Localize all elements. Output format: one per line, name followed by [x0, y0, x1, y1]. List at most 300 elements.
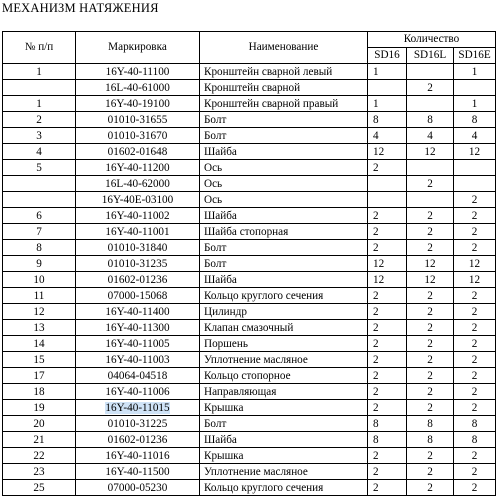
row-qty-sd16e-text: 2: [471, 289, 478, 302]
row-qty-sd16e-text: 8: [471, 433, 478, 446]
row-name-text: Болт: [204, 113, 227, 126]
row-qty-sd16: [368, 384, 407, 400]
row-name: [200, 144, 368, 160]
row-qty-sd16l: [407, 320, 454, 336]
row-qty-sd16e-text: 2: [471, 385, 478, 398]
row-code-text: 01602-01236: [107, 433, 168, 446]
row-qty-sd16: [368, 176, 407, 192]
row-number-text: 7: [36, 225, 42, 238]
row-qty-sd16e: [454, 368, 496, 384]
row-qty-sd16l-text: 2: [427, 177, 433, 190]
row-qty-sd16-text: 12: [373, 145, 385, 158]
row-qty-sd16e-text: 2: [471, 321, 478, 334]
row-qty-sd16l: [407, 448, 454, 464]
row-qty-sd16: [368, 192, 407, 208]
row-name: [200, 256, 368, 272]
row-qty-sd16l-text: 2: [427, 449, 433, 462]
row-number: [3, 352, 76, 368]
row-qty-sd16-text: 2: [373, 369, 379, 382]
row-qty-sd16-text: 12: [373, 257, 385, 270]
row-qty-sd16-text: 2: [373, 401, 379, 414]
row-code: [76, 464, 200, 480]
row-name: [200, 160, 368, 176]
row-qty-sd16l-text: 8: [427, 433, 433, 446]
row-qty-sd16l-text: 2: [427, 209, 433, 222]
row-qty-sd16: [368, 144, 407, 160]
row-name-text: Кронштейн сварной: [204, 81, 301, 94]
row-code: [76, 80, 200, 96]
row-qty-sd16e-text: 2: [471, 209, 478, 222]
row-number: [3, 416, 76, 432]
row-code-text: 01010-31235: [107, 257, 168, 270]
row-qty-sd16-text: 1: [373, 65, 379, 78]
row-name-text: Болт: [204, 417, 227, 430]
row-qty-sd16l: [407, 96, 454, 112]
row-code-text: 16Y-40-11200: [105, 161, 170, 174]
row-code: [76, 96, 200, 112]
row-qty-sd16e-text: 1: [471, 65, 478, 78]
row-qty-sd16l-text: 2: [427, 385, 433, 398]
row-qty-sd16l-text: 8: [427, 417, 433, 430]
row-number: [3, 128, 76, 144]
table-row: [3, 96, 496, 112]
table-row: [3, 192, 496, 208]
row-qty-sd16-text: 2: [373, 321, 379, 334]
table-row: [3, 224, 496, 240]
row-qty-sd16l-text: 2: [427, 465, 433, 478]
row-number: [3, 64, 76, 80]
row-code-text: 01010-31655: [107, 113, 168, 126]
row-number-text: 15: [33, 353, 45, 366]
row-qty-sd16e: [454, 128, 496, 144]
row-name-text: Кольцо круглого сечения: [204, 289, 324, 302]
table-row: [3, 240, 496, 256]
row-name-text: Кронштейн сварной правый: [204, 97, 339, 110]
row-qty-sd16l-text: 12: [424, 257, 436, 270]
row-number: [3, 176, 76, 192]
row-code-text: 16Y-40-11002: [105, 209, 170, 222]
table-row: [3, 320, 496, 336]
row-qty-sd16: [368, 128, 407, 144]
row-name: [200, 320, 368, 336]
row-number: [3, 320, 76, 336]
row-name: [200, 432, 368, 448]
row-code-text: 07000-15068: [107, 289, 168, 302]
table-row: [3, 160, 496, 176]
row-qty-sd16e: [454, 432, 496, 448]
row-qty-sd16: [368, 448, 407, 464]
row-code-text: 01010-31225: [107, 417, 168, 430]
row-code: [76, 448, 200, 464]
row-qty-sd16-text: 12: [373, 273, 385, 286]
table-row: [3, 448, 496, 464]
row-qty-sd16e: [454, 464, 496, 480]
row-qty-sd16l-text: 2: [427, 241, 433, 254]
row-qty-sd16e: [454, 448, 496, 464]
row-number-text: 4: [36, 145, 42, 158]
row-qty-sd16l: [407, 208, 454, 224]
row-qty-sd16e: [454, 304, 496, 320]
row-qty-sd16-text: 2: [373, 161, 379, 174]
row-number: [3, 208, 76, 224]
row-qty-sd16e: [454, 400, 496, 416]
row-number-text: 1: [36, 97, 42, 110]
row-name: [200, 240, 368, 256]
row-name-text: Цилиндр: [204, 305, 247, 318]
table-row: [3, 432, 496, 448]
row-qty-sd16e: [454, 256, 496, 272]
row-name: [200, 416, 368, 432]
table-row: [3, 80, 496, 96]
row-name-text: Крышка: [204, 449, 244, 462]
row-number: [3, 256, 76, 272]
header-quantity: Количество: [368, 32, 496, 48]
row-code-text: 16Y-40-11015: [105, 401, 170, 414]
table-row: [3, 128, 496, 144]
row-number-text: 14: [33, 337, 45, 350]
row-code: [76, 64, 200, 80]
table-row: [3, 368, 496, 384]
row-qty-sd16l-text: 2: [427, 289, 433, 302]
table-row: [3, 480, 496, 496]
row-qty-sd16l: [407, 80, 454, 96]
row-name: [200, 208, 368, 224]
row-qty-sd16: [368, 432, 407, 448]
row-code-text: 01010-31840: [107, 241, 168, 254]
row-number-text: 8: [36, 241, 42, 254]
table-row: [3, 256, 496, 272]
row-code-text: 16L-40-61000: [105, 81, 170, 94]
table-row: [3, 384, 496, 400]
row-name-text: Шайба стопорная: [204, 225, 289, 238]
row-code: [76, 416, 200, 432]
row-code: [76, 256, 200, 272]
table-row: [3, 272, 496, 288]
row-qty-sd16l-text: 2: [427, 225, 433, 238]
row-number: [3, 272, 76, 288]
row-qty-sd16: [368, 112, 407, 128]
row-qty-sd16e-text: 12: [468, 145, 481, 158]
row-number: [3, 304, 76, 320]
row-qty-sd16e: [454, 176, 496, 192]
row-name: [200, 192, 368, 208]
row-qty-sd16: [368, 464, 407, 480]
row-qty-sd16e-text: 1: [471, 97, 478, 110]
row-number: [3, 400, 76, 416]
row-code-text: 16Y-40-11100: [105, 65, 170, 78]
row-qty-sd16l: [407, 400, 454, 416]
row-number-text: 20: [33, 417, 45, 430]
row-qty-sd16e: [454, 272, 496, 288]
row-number-text: 13: [33, 321, 45, 334]
row-name: [200, 336, 368, 352]
row-qty-sd16e-text: 12: [468, 273, 481, 286]
row-name: [200, 400, 368, 416]
row-qty-sd16l-text: 2: [427, 305, 433, 318]
row-qty-sd16e: [454, 192, 496, 208]
row-qty-sd16l-text: 12: [424, 145, 436, 158]
row-number-text: 25: [33, 481, 45, 494]
row-name-text: Крышка: [204, 401, 244, 414]
row-code: [76, 368, 200, 384]
row-name-text: Клапан смазочный: [204, 321, 294, 334]
row-number: [3, 432, 76, 448]
row-number-text: 6: [36, 209, 42, 222]
row-name-text: Кольцо круглого сечения: [204, 481, 324, 494]
row-qty-sd16-text: 2: [373, 225, 379, 238]
row-name: [200, 112, 368, 128]
row-qty-sd16: [368, 96, 407, 112]
row-code: [76, 352, 200, 368]
row-qty-sd16l: [407, 416, 454, 432]
row-code: [76, 192, 200, 208]
row-qty-sd16l: [407, 192, 454, 208]
row-qty-sd16e-text: 2: [471, 241, 478, 254]
row-code: [76, 224, 200, 240]
row-name-text: Кронштейн сварной левый: [204, 65, 333, 78]
row-name: [200, 176, 368, 192]
row-code: [76, 176, 200, 192]
table-row: [3, 176, 496, 192]
row-code-text: 16Y-40-11005: [105, 337, 170, 350]
row-name-text: Поршень: [204, 337, 248, 350]
row-name-text: Болт: [204, 129, 227, 142]
table-row: [3, 304, 496, 320]
row-name: [200, 304, 368, 320]
row-code-text: 16Y-40-11400: [105, 305, 170, 318]
row-qty-sd16e-text: 12: [468, 257, 481, 270]
row-qty-sd16-text: 2: [373, 481, 379, 494]
row-qty-sd16l-text: 2: [427, 321, 433, 334]
row-qty-sd16l-text: 2: [427, 353, 433, 366]
table-row: [3, 112, 496, 128]
row-qty-sd16: [368, 304, 407, 320]
row-qty-sd16: [368, 272, 407, 288]
row-qty-sd16l-text: 12: [424, 273, 436, 286]
row-qty-sd16l-text: 2: [427, 337, 433, 350]
row-code-text: 01602-01236: [107, 273, 168, 286]
row-qty-sd16: [368, 288, 407, 304]
row-qty-sd16e-text: 2: [471, 337, 478, 350]
row-qty-sd16-text: 4: [373, 129, 379, 142]
row-name-text: Уплотнение масляное: [204, 353, 308, 366]
row-qty-sd16: [368, 480, 407, 496]
row-number: [3, 80, 76, 96]
row-code: [76, 400, 200, 416]
row-number: [3, 160, 76, 176]
row-qty-sd16e: [454, 64, 496, 80]
row-number-text: 23: [33, 465, 45, 478]
row-name-text: Шайба: [204, 209, 237, 222]
row-qty-sd16l: [407, 128, 454, 144]
row-name-text: Уплотнение масляное: [204, 465, 308, 478]
table-row: [3, 288, 496, 304]
row-code-text: 01010-31670: [107, 129, 168, 142]
row-qty-sd16-text: 2: [373, 337, 379, 350]
row-qty-sd16-text: 2: [373, 449, 379, 462]
row-qty-sd16l: [407, 272, 454, 288]
row-code: [76, 384, 200, 400]
row-number: [3, 192, 76, 208]
row-number: [3, 240, 76, 256]
row-qty-sd16e-text: 4: [471, 129, 478, 142]
row-code-text: 16Y-40-11016: [105, 449, 170, 462]
row-name: [200, 384, 368, 400]
row-qty-sd16: [368, 160, 407, 176]
row-qty-sd16e: [454, 240, 496, 256]
row-qty-sd16e: [454, 208, 496, 224]
row-code: [76, 128, 200, 144]
row-name: [200, 448, 368, 464]
table-row: [3, 464, 496, 480]
header-sd16e: SD16E: [454, 48, 496, 64]
row-qty-sd16: [368, 400, 407, 416]
header-number: № п/п: [3, 32, 76, 64]
row-name-text: Ось: [204, 177, 223, 190]
row-qty-sd16: [368, 240, 407, 256]
row-qty-sd16e: [454, 160, 496, 176]
row-number-text: 3: [36, 129, 42, 142]
row-qty-sd16: [368, 256, 407, 272]
row-qty-sd16e: [454, 288, 496, 304]
header-sd16l: SD16L: [407, 48, 454, 64]
row-qty-sd16l: [407, 432, 454, 448]
row-code-text: 16Y-40E-03100: [101, 193, 174, 206]
row-qty-sd16e-text: 2: [471, 225, 478, 238]
row-qty-sd16: [368, 64, 407, 80]
row-qty-sd16l: [407, 112, 454, 128]
row-qty-sd16e-text: 2: [471, 305, 478, 318]
row-name-text: Болт: [204, 257, 227, 270]
row-name: [200, 272, 368, 288]
row-qty-sd16-text: 2: [373, 465, 379, 478]
row-qty-sd16e: [454, 112, 496, 128]
row-qty-sd16-text: 2: [373, 289, 379, 302]
row-qty-sd16-text: 8: [373, 417, 379, 430]
row-number: [3, 96, 76, 112]
row-number-text: 12: [33, 305, 45, 318]
row-qty-sd16: [368, 80, 407, 96]
row-name-text: Шайба: [204, 145, 237, 158]
row-qty-sd16e-text: 2: [471, 369, 478, 382]
row-qty-sd16e: [454, 416, 496, 432]
row-qty-sd16l-text: 2: [427, 369, 433, 382]
row-number: [3, 224, 76, 240]
row-code-text: 16Y-40-19100: [105, 97, 170, 110]
row-number-text: 21: [33, 433, 45, 446]
row-qty-sd16: [368, 368, 407, 384]
table-row: [3, 208, 496, 224]
row-code: [76, 432, 200, 448]
row-name-text: Болт: [204, 241, 227, 254]
row-number: [3, 336, 76, 352]
table-row: [3, 144, 496, 160]
row-name: [200, 80, 368, 96]
row-qty-sd16-text: 2: [373, 209, 379, 222]
row-name-text: Ось: [204, 161, 223, 174]
row-number: [3, 480, 76, 496]
row-name-text: Кольцо стопорное: [204, 369, 291, 382]
row-qty-sd16e-text: 8: [471, 113, 478, 126]
row-qty-sd16l: [407, 304, 454, 320]
row-qty-sd16-text: 2: [373, 385, 379, 398]
row-qty-sd16e: [454, 480, 496, 496]
row-qty-sd16l: [407, 464, 454, 480]
row-number: [3, 464, 76, 480]
row-name-text: Шайба: [204, 273, 237, 286]
row-qty-sd16-text: 1: [373, 97, 379, 110]
row-qty-sd16: [368, 208, 407, 224]
row-qty-sd16e: [454, 96, 496, 112]
row-number: [3, 368, 76, 384]
row-number-text: 11: [33, 289, 45, 302]
row-qty-sd16l: [407, 384, 454, 400]
row-code-text: 01602-01648: [107, 145, 168, 158]
row-qty-sd16l: [407, 368, 454, 384]
row-qty-sd16l: [407, 480, 454, 496]
row-code: [76, 208, 200, 224]
table-row: [3, 416, 496, 432]
row-qty-sd16e: [454, 384, 496, 400]
row-name-text: Направляющая: [204, 385, 277, 398]
row-qty-sd16l-text: 2: [427, 401, 433, 414]
table-row: [3, 64, 496, 80]
row-number-text: 17: [33, 369, 45, 382]
row-qty-sd16e: [454, 320, 496, 336]
row-qty-sd16-text: 2: [373, 353, 379, 366]
row-qty-sd16l: [407, 288, 454, 304]
row-code: [76, 304, 200, 320]
row-code-text: 16Y-40-11500: [105, 465, 170, 478]
row-qty-sd16: [368, 224, 407, 240]
row-code: [76, 112, 200, 128]
row-qty-sd16l-text: 2: [427, 81, 433, 94]
row-qty-sd16l: [407, 224, 454, 240]
row-qty-sd16l-text: 2: [427, 481, 433, 494]
row-qty-sd16e-text: 2: [471, 481, 478, 494]
row-qty-sd16l: [407, 240, 454, 256]
row-qty-sd16e: [454, 144, 496, 160]
row-qty-sd16l: [407, 176, 454, 192]
row-code: [76, 320, 200, 336]
row-qty-sd16e-text: 2: [471, 193, 478, 206]
row-number: [3, 288, 76, 304]
row-number: [3, 448, 76, 464]
row-qty-sd16e: [454, 336, 496, 352]
row-qty-sd16e: [454, 224, 496, 240]
row-qty-sd16e-text: 2: [471, 449, 478, 462]
row-code-text: 16Y-40-11300: [105, 321, 170, 334]
row-name: [200, 368, 368, 384]
row-number-text: 22: [33, 449, 45, 462]
row-code: [76, 160, 200, 176]
row-qty-sd16l-text: 4: [427, 129, 433, 142]
row-code-text: 16L-40-62000: [105, 177, 170, 190]
row-name: [200, 224, 368, 240]
row-number-text: 9: [36, 257, 42, 270]
row-number-text: 10: [33, 273, 45, 286]
row-code-text: 16Y-40-11001: [105, 225, 170, 238]
row-number: [3, 144, 76, 160]
row-code: [76, 288, 200, 304]
row-name-text: Ось: [204, 193, 223, 206]
row-qty-sd16l: [407, 336, 454, 352]
row-number-text: 18: [33, 385, 45, 398]
row-qty-sd16e: [454, 352, 496, 368]
row-qty-sd16: [368, 320, 407, 336]
row-name: [200, 352, 368, 368]
row-qty-sd16e-text: 8: [471, 417, 478, 430]
